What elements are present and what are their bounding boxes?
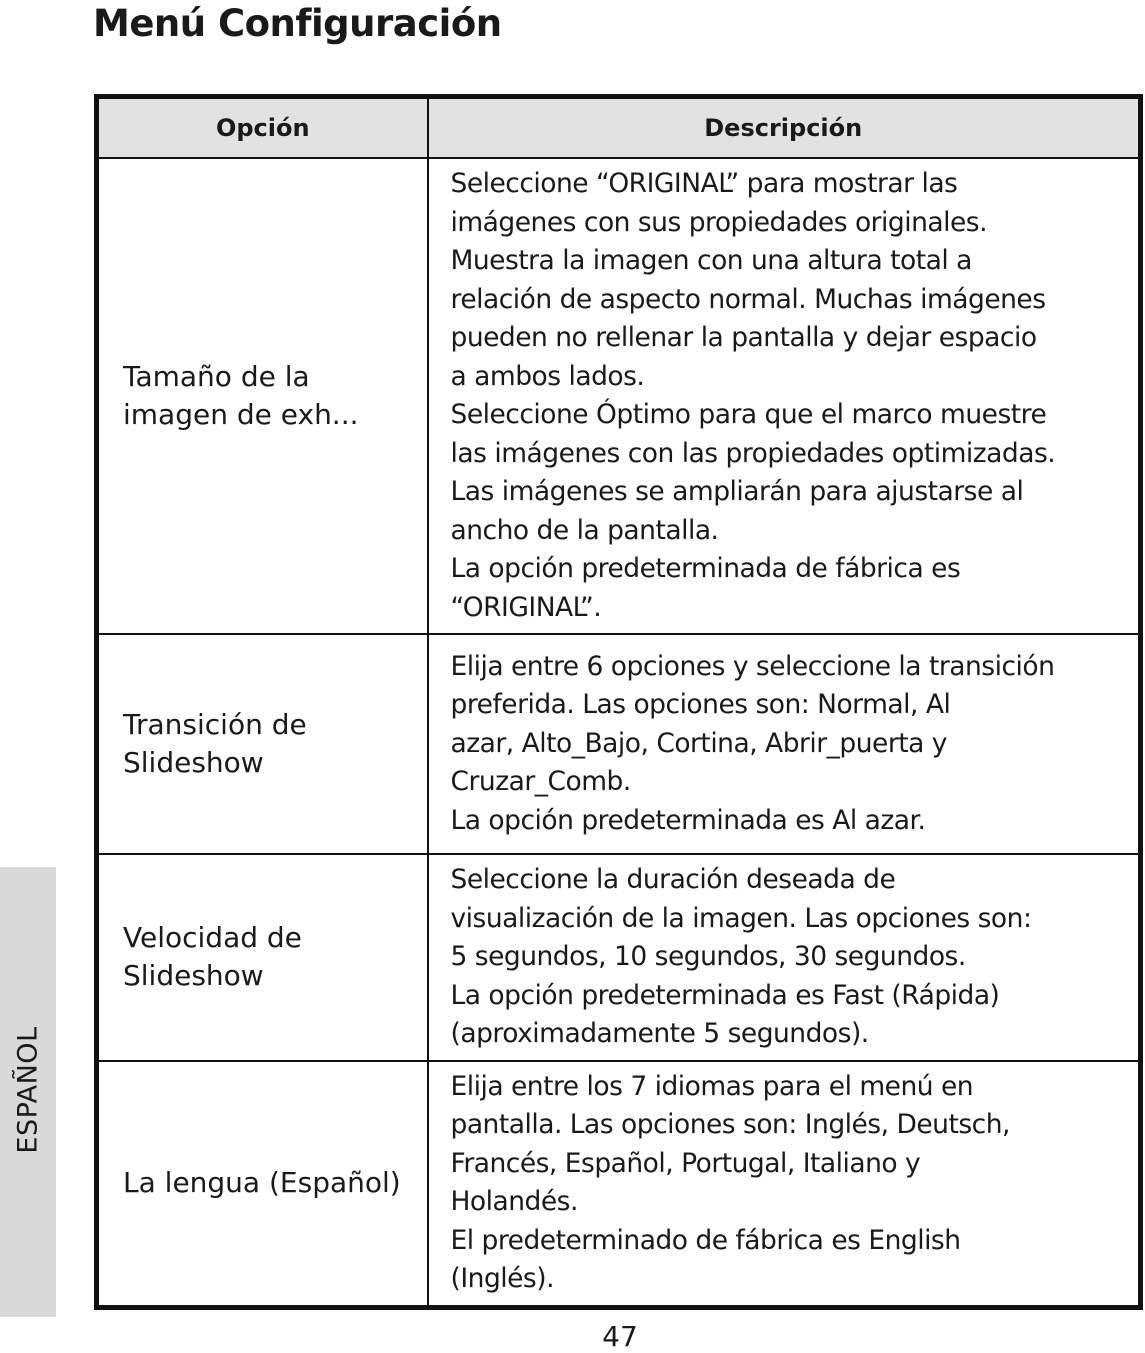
description-text-line: preferida. Las opciones son: Normal, Al xyxy=(450,689,951,721)
description-text-line: La opción predeterminada es Fast (Rápida) xyxy=(450,979,1000,1011)
page-title: Menú Configuración xyxy=(93,2,502,45)
description-cell xyxy=(428,634,1141,854)
description-text-line: a ambos lados. xyxy=(450,360,645,392)
option-text-line: imagen de exh... xyxy=(123,398,359,431)
option-cell xyxy=(97,158,428,634)
table-row xyxy=(97,634,1141,854)
description-text-line: pueden no rellenar la pantalla y dejar espacio xyxy=(450,322,1037,353)
description-text-line: Elija entre 6 opciones y seleccione la transición xyxy=(450,650,1055,682)
description-text-line: imágenes con sus propiedades originales. xyxy=(450,206,988,238)
table-row xyxy=(97,1061,1141,1308)
table-header-row xyxy=(97,97,1141,159)
language-side-tab-label: ESPAÑOL xyxy=(12,1026,44,1154)
description-column-header: Descripción xyxy=(428,97,1141,159)
description-text-line: azar, Alto_Bajo, Cortina, Abrir_puerta y xyxy=(450,727,947,759)
option-cell xyxy=(97,854,428,1061)
option-text-line: Velocidad de xyxy=(123,920,302,954)
description-text-line: 5 segundos, 10 segundos, 30 segundos. xyxy=(450,941,966,972)
description-text-line: Holandés. xyxy=(450,1186,578,1217)
page-number: 47 xyxy=(602,1320,638,1353)
description-text-line: Francés, Español, Portugal, Italiano y xyxy=(450,1147,921,1179)
option-column-header: Opción xyxy=(97,97,428,159)
description-text-line: Seleccione Óptimo para que el marco muestre xyxy=(450,399,1047,430)
option-text-line: Transición de xyxy=(123,707,307,741)
description-cell xyxy=(428,158,1141,634)
description-text-line: Muestra la imagen con una altura total a xyxy=(450,245,972,276)
option-cell xyxy=(97,1061,428,1308)
description-text-line: pantalla. Las opciones son: Inglés, Deutsch, xyxy=(450,1109,1010,1140)
description-text-line: La opción predeterminada es Al azar. xyxy=(450,804,926,836)
description-text-line: las imágenes con las propiedades optimizadas. xyxy=(450,437,1056,469)
description-text-line: (aproximadamente 5 segundos). xyxy=(450,1018,869,1049)
description-text-line: visualización de la imagen. Las opciones son: xyxy=(450,902,1032,934)
description-cell xyxy=(428,1061,1141,1308)
description-text-line: Seleccione la duración deseada de xyxy=(450,864,896,895)
table-row xyxy=(97,158,1141,634)
description-text-line: El predeterminado de fábrica es English xyxy=(450,1224,961,1256)
description-cell xyxy=(428,854,1141,1061)
option-text-line: La lengua (Español) xyxy=(123,1165,401,1199)
description-text-line: Seleccione “ORIGINAL” para mostrar las xyxy=(450,168,958,199)
description-text-line: (Inglés). xyxy=(450,1263,555,1294)
description-text-line: ancho de la pantalla. xyxy=(450,514,719,546)
table-row xyxy=(97,854,1141,1061)
settings-table xyxy=(94,94,1143,1310)
description-text-line: Las imágenes se ampliarán para ajustarse al xyxy=(450,476,1024,507)
description-text-line: Elija entre los 7 idiomas para el menú en xyxy=(450,1070,974,1102)
description-text-line: La opción predeterminada de fábrica es xyxy=(450,553,961,584)
description-text-line: Cruzar_Comb. xyxy=(450,766,631,798)
description-text-line: relación de aspecto normal. Muchas imágenes xyxy=(450,283,1046,315)
table-body xyxy=(97,158,1141,1307)
description-text-line: “ORIGINAL”. xyxy=(450,591,602,623)
option-text-line: Slideshow xyxy=(123,959,264,993)
option-cell xyxy=(97,634,428,854)
option-text-line: Tamaño de la xyxy=(123,359,310,393)
option-text-line: Slideshow xyxy=(123,746,264,779)
